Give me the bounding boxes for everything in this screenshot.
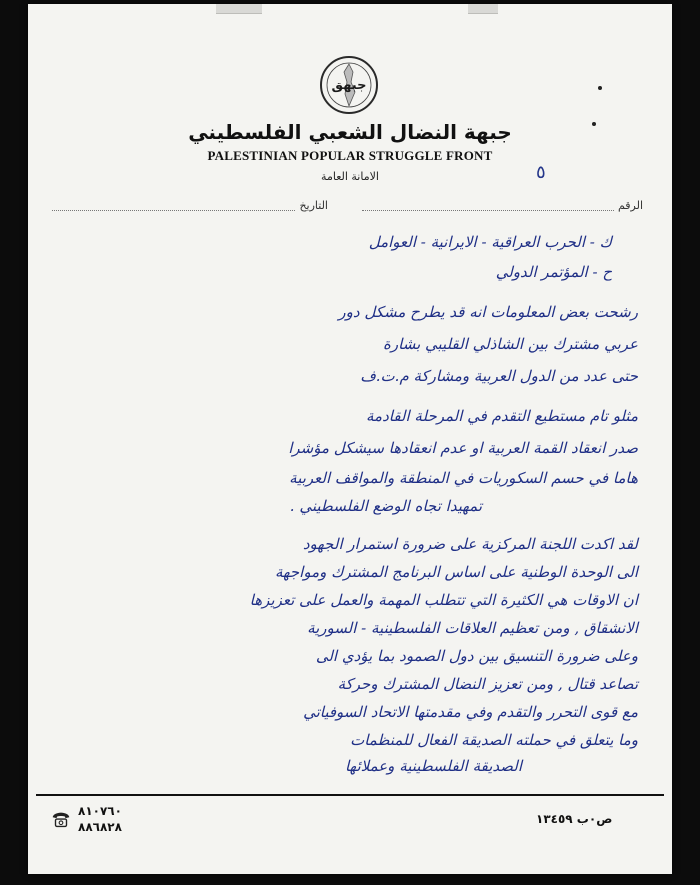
paper-clip-mark <box>216 4 262 14</box>
date-field <box>48 197 328 213</box>
letter-line: صدر انعقاد القمة العربية او عدم انعقادها سيشكل مؤشرا <box>288 439 638 457</box>
letter-line: ح - المؤتمر الدولي <box>495 263 612 281</box>
letter-line: لقد اكدت اللجنة المركزية على ضرورة استمرار الجهود <box>302 535 638 553</box>
logo-text: جبهق <box>331 77 367 93</box>
letter-line: وما يتعلق في حملته الصديقة الفعال للمنظمات <box>350 731 638 749</box>
handwritten-letter-body <box>46 226 652 781</box>
letter-line: ك - الحرب العراقية - الايرانية - العوامل <box>368 233 612 251</box>
department-name: الامانة العامة <box>321 170 379 183</box>
letter-line: الصديقة الفلسطينية وعملائها <box>344 757 522 775</box>
letter-line: الانشقاق , ومن تعظيم العلاقات الفلسطينية - السورية <box>307 619 638 637</box>
punch-hole <box>598 86 602 90</box>
telephone-icon <box>50 809 72 831</box>
organization-name-english: PALESTINIAN POPULAR STRUGGLE FRONT <box>207 148 493 163</box>
letter-line: هاما في حسم السكوريات في المنطقة والمواقف العربية <box>289 469 638 487</box>
po-box: ص٠ب ١٣٤٥٩ <box>536 812 613 826</box>
phone-number: ٨١٠٧٦٠ <box>78 804 122 818</box>
reference-number-line <box>362 200 614 211</box>
letter-line: الى الوحدة الوطنية على اساس البرنامج المشترك ومواجهة <box>274 563 638 581</box>
letter-line: مع قوى التحرر والتقدم وفي مقدمتها الاتحاد السوفياتي <box>303 703 638 721</box>
organization-name-arabic: جبهة النضال الشعبي الفلسطيني <box>188 120 512 144</box>
reference-number-field <box>358 197 643 213</box>
reference-number-label: الرقم <box>617 198 643 212</box>
date-label: التاريخ <box>299 198 328 212</box>
letter-line: عربي مشترك بين الشاذلي القليبي بشارة <box>383 335 638 353</box>
paper-clip-mark <box>468 4 498 14</box>
letter-line: مثلو تام مستطيع التقدم في المرحلة القادمة <box>366 407 638 425</box>
organization-logo <box>320 56 378 114</box>
footer-divider <box>36 794 664 796</box>
letter-line: تمهيدا تجاه الوضع الفلسطيني . <box>289 497 482 515</box>
letter-line: حتى عدد من الدول العربية ومشاركة م.ت.ف <box>360 367 638 385</box>
letter-line: وعلى ضرورة التنسيق بين دول الصمود بما يؤدي الى <box>315 647 638 665</box>
phone-number: ٨٨٦٨٢٨ <box>78 820 122 834</box>
letter-line: رشحت بعض المعلومات انه قد يطرح مشكل دور <box>338 303 638 321</box>
page-number-mark: ٥ <box>536 162 546 182</box>
phone-numbers <box>78 803 122 835</box>
letter-line: تصاعد قتال , ومن تعزيز النضال المشترك وحركة <box>337 675 638 693</box>
letter-page <box>28 4 672 874</box>
letter-line: ان الاوقات هي الكثيرة التي تتطلب المهمة والعمل على تعزيزها <box>249 591 638 609</box>
date-line <box>52 200 295 211</box>
